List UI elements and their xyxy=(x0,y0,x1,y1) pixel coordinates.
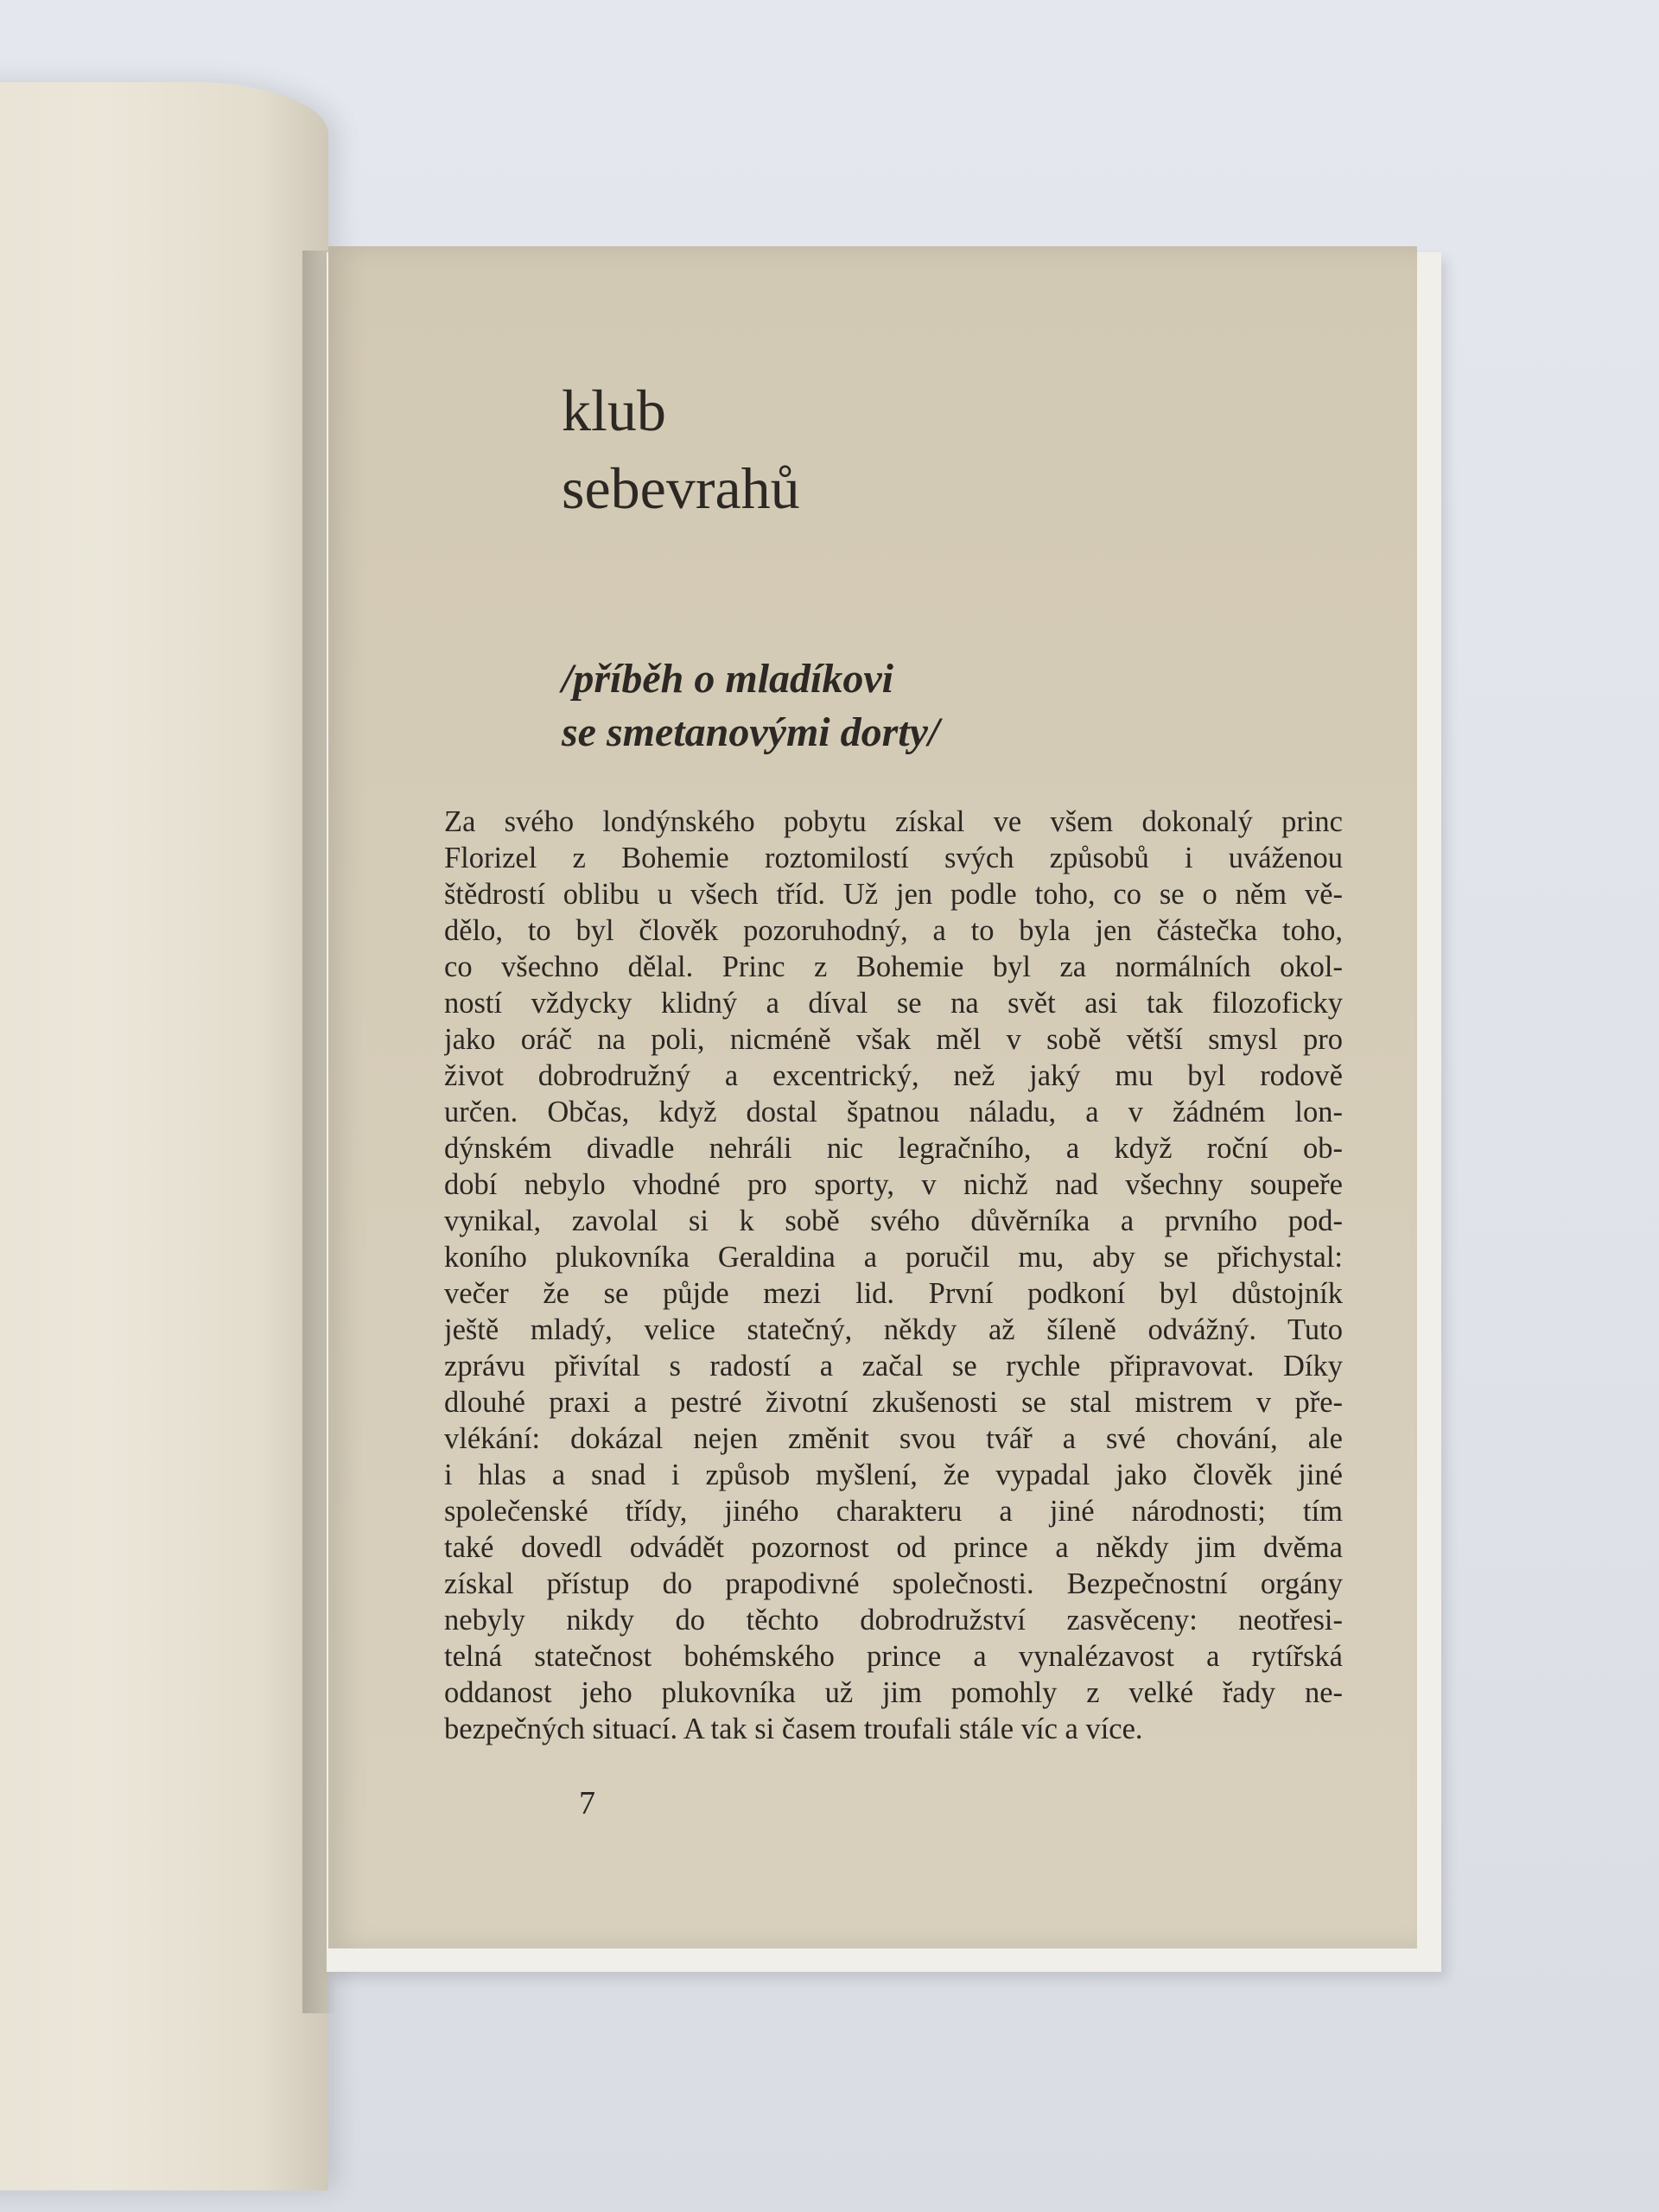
text-line: získal přístup do prapodivné společnosti. Bezpečnostní orgány xyxy=(444,1567,1343,1600)
text-line: dobí nebylo vhodné pro sporty, v nichž nad všechny soupeře xyxy=(444,1168,1343,1201)
text-line: koního plukovníka Geraldina a poručil mu, aby se přichystal: xyxy=(444,1241,1343,1274)
text-line: zprávu přivítal s radostí a začal se rychle připravovat. Díky xyxy=(444,1350,1343,1382)
text-line: život dobrodružný a excentrický, než jaký mu byl rodově xyxy=(444,1059,1343,1092)
text-line: nebyly nikdy do těchto dobrodružství zasvěceny: neotřesi- xyxy=(444,1604,1343,1637)
chapter-subtitle-line: se smetanovými dorty/ xyxy=(562,709,940,755)
body-paragraph xyxy=(444,804,1343,1747)
chapter-title-line: klub xyxy=(562,378,666,443)
text-line: i hlas a snad i způsob myšlení, že vypadal jako člověk jiné xyxy=(444,1459,1343,1491)
chapter-title-line: sebevrahů xyxy=(562,455,800,521)
text-line: také dovedl odvádět pozornost od prince a někdy jim dvěma xyxy=(444,1531,1343,1564)
text-line: dýnském divadle nehráli nic legračního, a když roční ob- xyxy=(444,1132,1343,1165)
text-line: jako oráč na poli, nicméně však měl v sobě větší smysl pro xyxy=(444,1023,1343,1056)
text-line: co všechno dělal. Princ z Bohemie byl za normálních okol- xyxy=(444,950,1343,983)
text-line: vynikal, zavolal si k sobě svého důvěrníka a prvního pod- xyxy=(444,1205,1343,1237)
chapter-subtitle-line: /příběh o mladíkovi xyxy=(562,656,893,702)
text-line: Florizel z Bohemie roztomilostí svých způsobů i uváženou xyxy=(444,842,1343,874)
text-line: ností vždycky klidný a díval se na svět asi tak filozoficky xyxy=(444,987,1343,1020)
chapter-subtitle xyxy=(562,652,939,760)
text-line: bezpečných situací. A tak si časem troufali stále víc a více. xyxy=(444,1713,1143,1745)
text-line: telná statečnost bohémského prince a vynalézavost a rytířská xyxy=(444,1640,1343,1673)
left-page xyxy=(0,82,328,2190)
text-line: večer že se půjde mezi lid. První podkoní byl důstojník xyxy=(444,1277,1343,1310)
text-line: Za svého londýnského pobytu získal ve všem dokonalý princ xyxy=(444,805,1343,838)
text-line: určen. Občas, když dostal špatnou náladu, a v žádném lon- xyxy=(444,1096,1343,1128)
text-line: vlékání: dokázal nejen změnit svou tvář a své chování, ale xyxy=(444,1422,1343,1455)
page-number: 7 xyxy=(579,1785,595,1821)
right-page xyxy=(328,246,1417,1948)
chapter-title xyxy=(562,372,800,527)
text-line: oddanost jeho plukovníka už jim pomohly z velké řady ne- xyxy=(444,1676,1343,1709)
text-line: štědrostí oblibu u všech tříd. Už jen podle toho, co se o něm vě- xyxy=(444,878,1343,911)
text-line: dělo, to byl člověk pozoruhodný, a to byla jen částečka toho, xyxy=(444,914,1343,947)
text-line: společenské třídy, jiného charakteru a jiné národnosti; tím xyxy=(444,1495,1343,1528)
text-line: ještě mladý, velice statečný, někdy až šíleně odvážný. Tuto xyxy=(444,1313,1343,1346)
text-line: dlouhé praxi a pestré životní zkušenosti se stal mistrem v pře- xyxy=(444,1386,1343,1419)
